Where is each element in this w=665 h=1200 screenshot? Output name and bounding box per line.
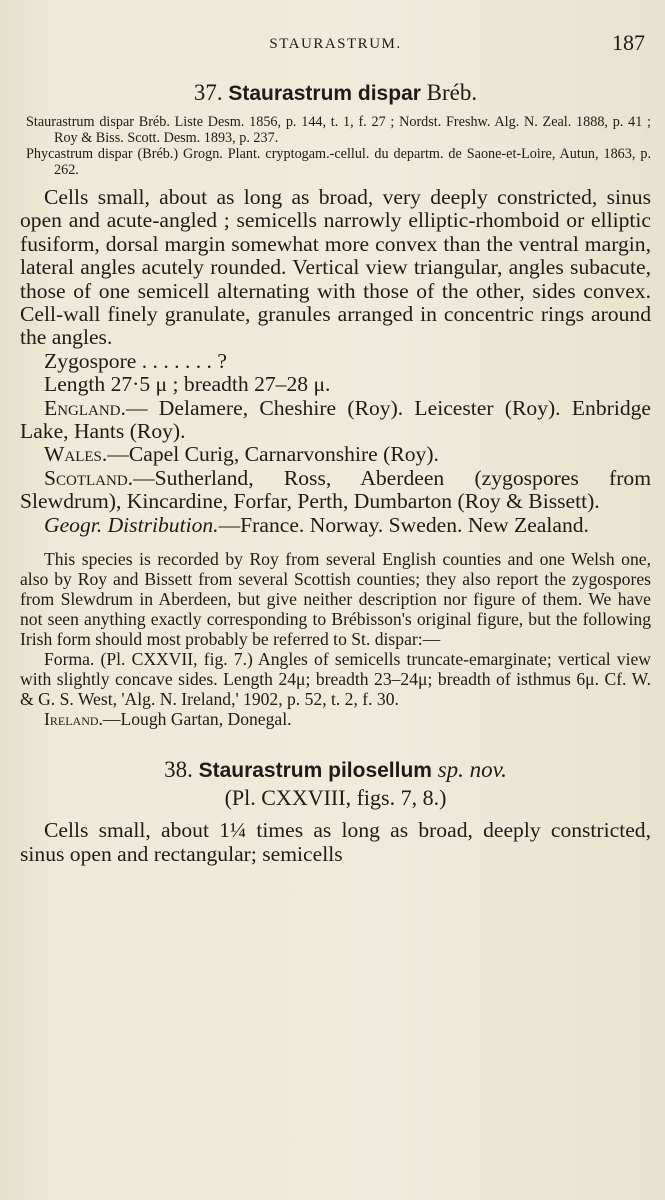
species-37-heading: [20, 80, 651, 106]
species-38-description: Cells small, about 1¼ times as long as broad, deeply constricted, sinus open and rectangular; semicells: [20, 818, 651, 866]
scotland-localities: —Sutherland, Ross, Aberdeen (zygospores from Slewdrum), Kincardine, Forfar, Perth, Dumbarton (Roy & Bissett).: [20, 465, 651, 514]
species-38-number: 38.: [164, 757, 193, 783]
wales-localities: —Capel Curig, Carnarvonshire (Roy).: [107, 442, 439, 467]
species-37-synonyms: [20, 114, 651, 178]
species-37-description: Cells small, about as long as broad, very deeply constricted, sinus open and acute-angled ; semicells narrowly elliptic-rhomboid or elliptic fusiform, dorsal margin somewhat more convex than the ventral margin, lateral angles acutely rounded. Vertical view triangular, angles subacute, those of one semicell alternating with those of the other, sides convex. Cell-wall finely granulate, granules arranged in concentric rings around the angles.: [20, 185, 651, 350]
scotland-label: Scotland.: [44, 465, 134, 490]
species-38-name: Staurastrum pilosellum: [198, 759, 432, 783]
synonym-entry: Staurastrum dispar Bréb. Liste Desm. 1856, p. 144, t. 1, f. 27 ; Nordst. Freshw. Alg. N. Zeal. 1888, p. 41 ; Roy & Biss. Scott. Desm. 1893, p. 237.: [26, 114, 651, 146]
species-38-author: sp. nov.: [437, 757, 507, 783]
england-record: [20, 397, 651, 444]
england-localities: — Delamere, Cheshire (Roy). Leicester (Roy). Enbridge Lake, Hants (Roy).: [20, 395, 651, 444]
england-label: England.: [44, 395, 126, 420]
ireland-label: Ireland.: [44, 709, 103, 730]
species-37-note: [20, 549, 651, 729]
species-37-body: [20, 186, 651, 537]
species-37-author: Bréb.: [426, 80, 478, 105]
note-paragraph: This species is recorded by Roy from several English counties and one Welsh one, also by Roy and Bissett from several Scottish counties; they also report the zygospores from Slewdrum in Aberdeen, but give neither description nor figure of them. We have not seen anything exactly corresponding to Brébisson's original figure, but the following Irish form should most probably be referred to St. dispar:—: [20, 549, 651, 650]
species-37-name: Staurastrum dispar: [228, 82, 421, 105]
distribution-localities: —France. Norway. Sweden. New Zealand.: [218, 512, 589, 537]
running-title: STAURASTRUM.: [269, 36, 402, 52]
running-head: [20, 30, 651, 60]
species-38-body: [20, 819, 651, 866]
synonym-entry: Phycastrum dispar (Bréb.) Grogn. Plant. cryptogam.-cellul. du departm. de Saone-et-Loire, Autun, 1863, p. 262.: [26, 146, 651, 178]
dimensions-line: Length 27·5 μ ; breadth 27–28 μ.: [44, 372, 331, 397]
ireland-localities: —Lough Gartan, Donegal.: [102, 709, 292, 730]
forma-paragraph: Forma. (Pl. CXXVII, fig. 7.) Angles of semicells truncate-emarginate; vertical view with slightly concave sides. Length 24μ; breadth 23–24μ; breadth of isthmus 6μ. Cf. W. & G. S. West, 'Alg. N. Ireland,' 1902, p. 52, t. 2, f. 30.: [20, 649, 651, 710]
page-number: 187: [612, 30, 645, 55]
wales-label: Wales.: [44, 442, 108, 467]
wales-record: [20, 443, 651, 466]
scotland-record: [20, 467, 651, 514]
species-37-number: 37.: [193, 80, 223, 105]
species-38-heading: [20, 757, 651, 783]
distribution-record: [20, 514, 651, 537]
ireland-record: [20, 709, 651, 729]
zygospore-line: Zygospore . . . . . . . ?: [44, 348, 227, 373]
species-38-plate-reference: (Pl. CXXVIII, figs. 7, 8.): [224, 785, 447, 811]
distribution-label: Geogr. Distribution.: [44, 512, 219, 537]
